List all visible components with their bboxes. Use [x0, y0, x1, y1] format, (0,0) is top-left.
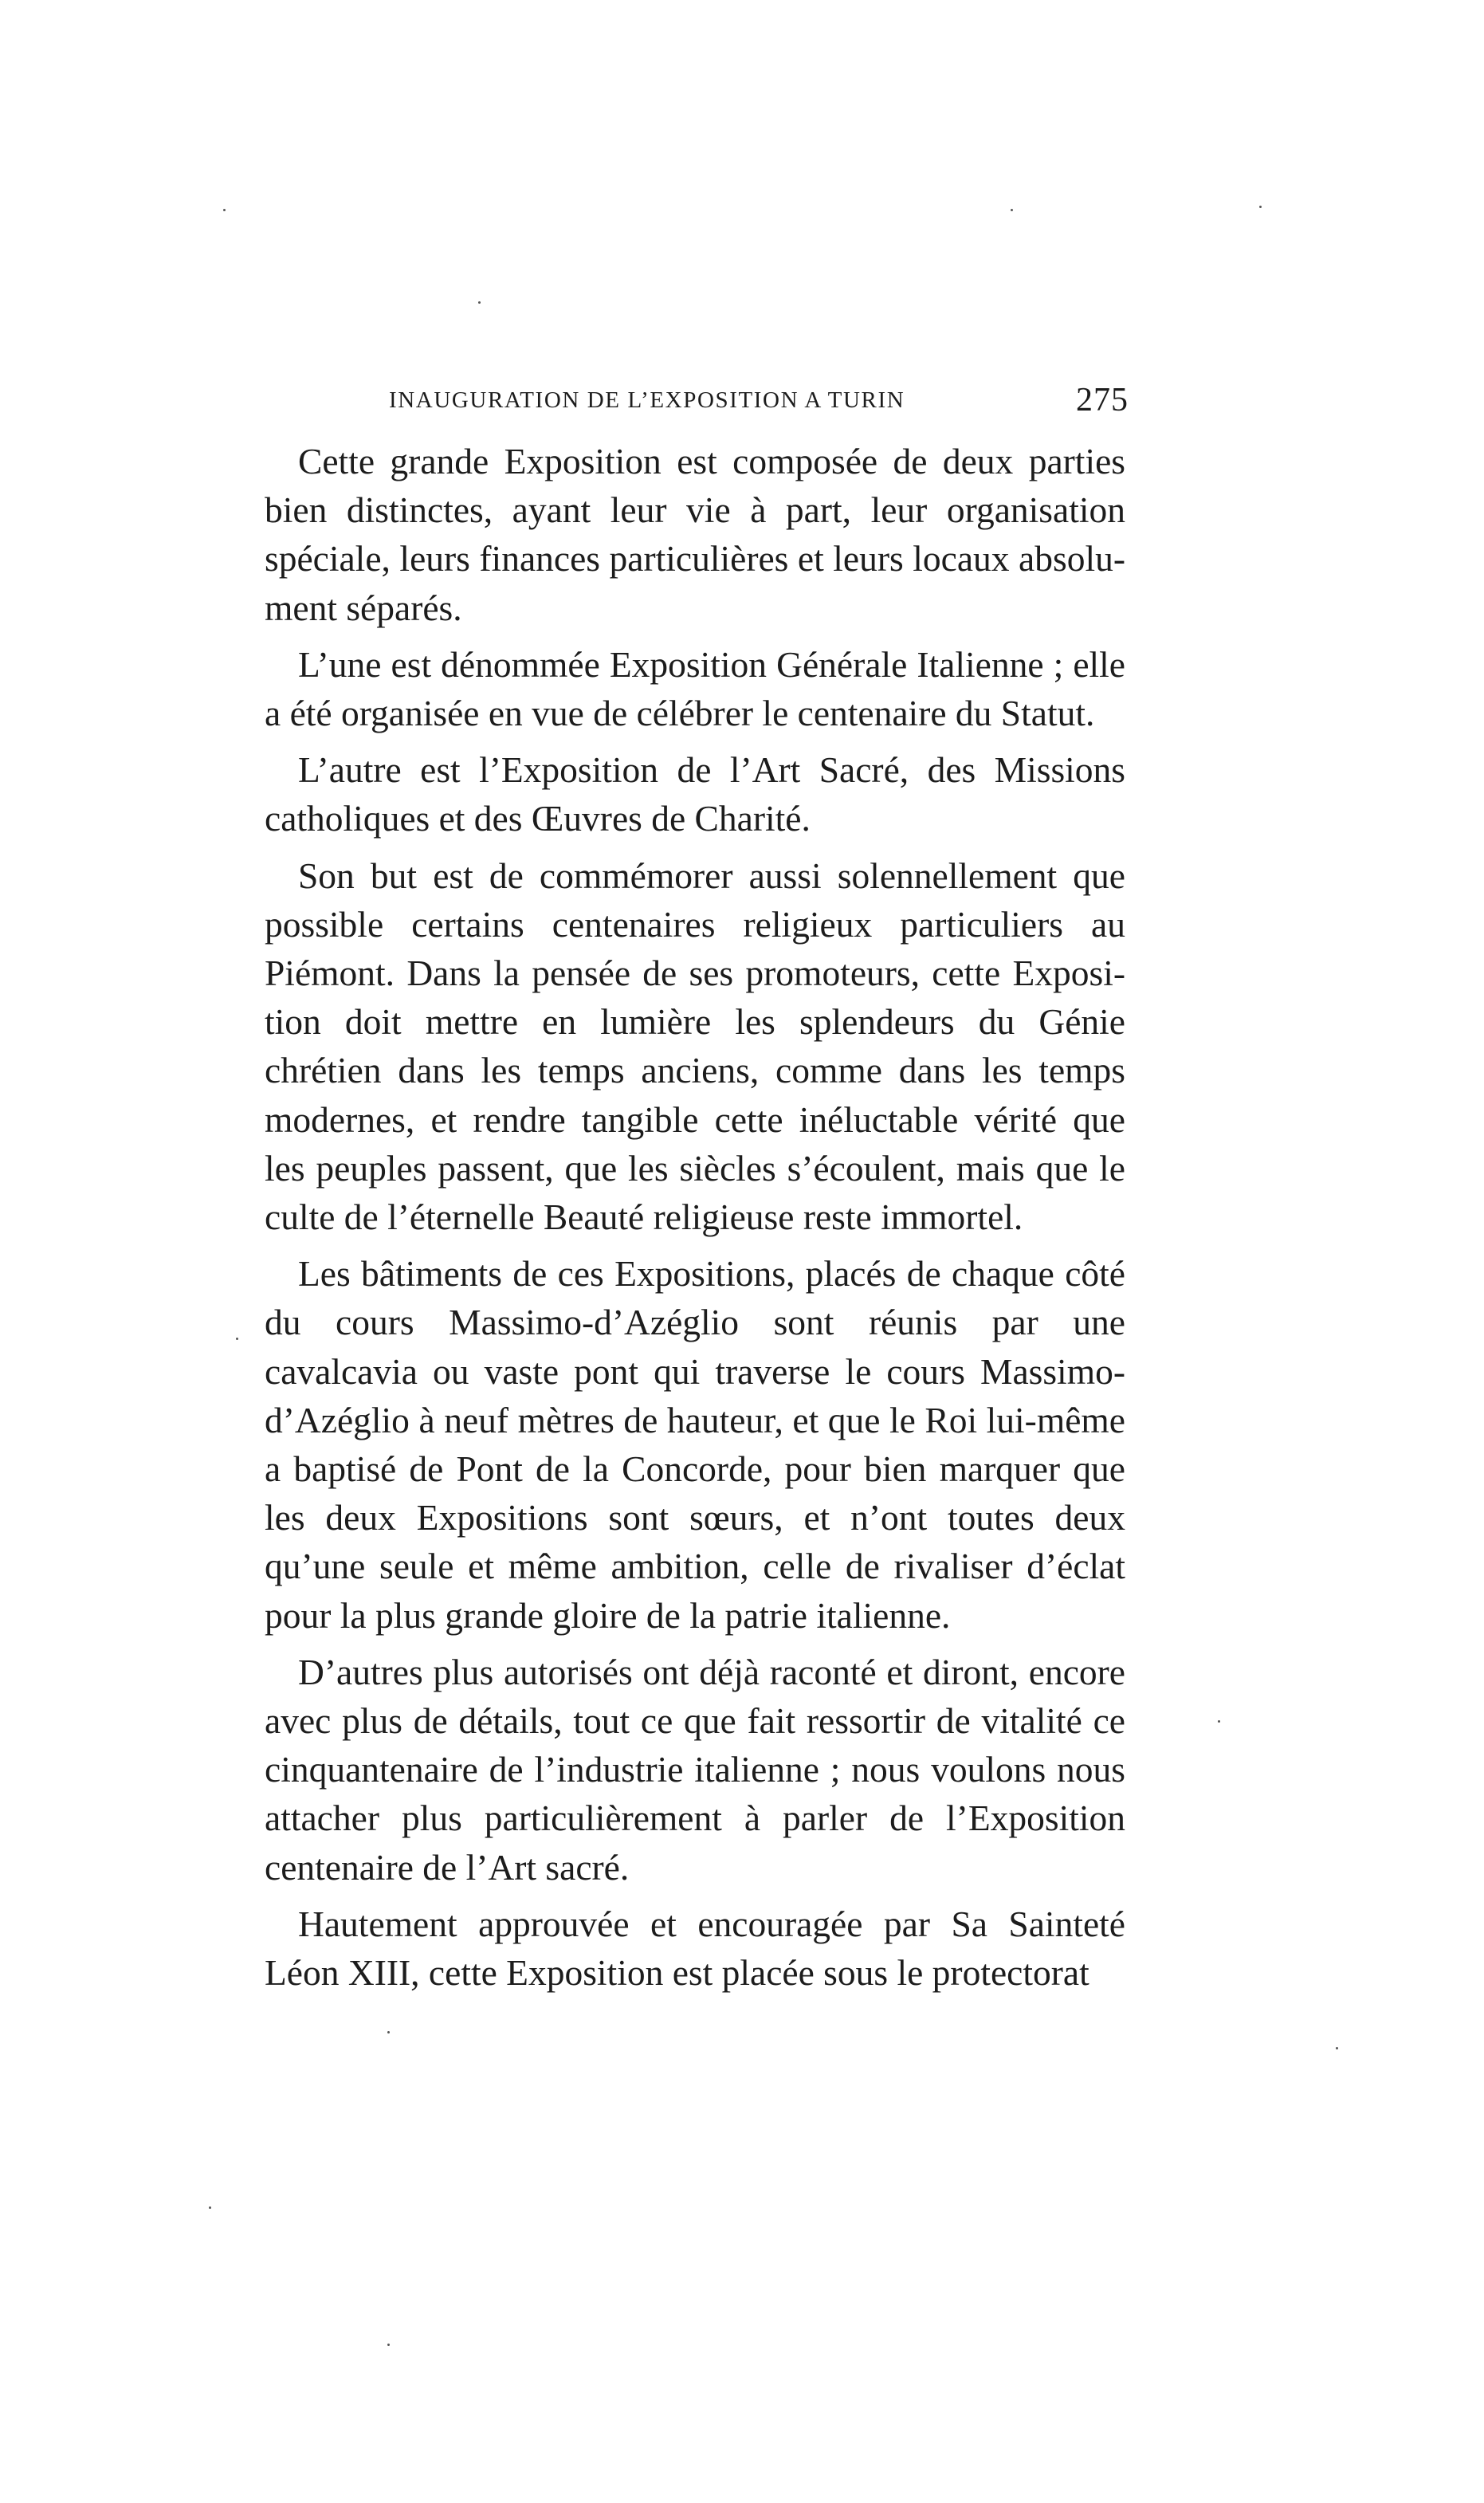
scan-speck [1336, 2047, 1338, 2049]
scan-speck [1259, 206, 1262, 208]
body-text [265, 437, 1125, 1997]
scan-speck [478, 301, 481, 304]
scan-speck [387, 2344, 390, 2346]
scan-speck [1011, 209, 1013, 211]
running-title: INAUGURATION DE L’EXPOSITION A TURIN [389, 387, 905, 413]
paragraph-sacred-art: L’autre est l’Exposition de l’Art Sacré, des Missions catholiques et des Œuvres de Charité. [265, 749, 1125, 839]
paragraph-approval: Hautement approuvée et encouragée par Sa Sainteté Léon XIII, cette Exposition est placée sous le protectorat [265, 1903, 1125, 1994]
scan-speck [1218, 1720, 1220, 1723]
paragraph-purpose: Son but est de commémorer aussi solennellement que possible certains centenaires religieux particuliers au Piémont. Dans la pensée de ses promoteurs, cette Exposition doit mettre en lumière les splendeurs du Génie chrétien dans les temps anciens, comme dans les temps modernes, et rendre tangible cette inéluctable vérité que les peuples passent, que les siècles s’écoulent, mais que le culte de l’éternelle Beauté religieuse reste immortel. [265, 855, 1125, 1238]
page-number: 275 [1076, 382, 1129, 418]
paragraph-composition: Cette grande Exposition est composée de deux parties bien distinctes, ayant leur vie à part, leur organisation spéciale, leurs finances particulières et leurs locaux absolument séparés. [265, 441, 1125, 628]
scan-speck [223, 209, 226, 211]
running-header [389, 381, 1129, 429]
paragraph-buildings: Les bâtiments de ces Expositions, placés de chaque côté du cours Massimo-d’Azéglio sont réunis par une cavalcavia ou vaste pont qui traverse le cours Massimo-d’Azéglio à neuf mètres de hauteur, et que le Roi lui-même a baptisé de Pont de la Concorde, pour bien marquer que les deux Expositions sont sœurs, et n’ont toutes deux qu’une seule et même ambition, celle de rivaliser d’éclat pour la plus grande gloire de la patrie italienne. [265, 1253, 1125, 1636]
scan-speck [236, 1338, 238, 1340]
scan-speck [209, 2206, 211, 2209]
scan-speck [387, 2031, 390, 2033]
paragraph-general-exposition: L’une est dénommée Exposition Générale Italienne ; elle a été organisée en vue de célébrer le centenaire du Statut. [265, 643, 1125, 734]
paragraph-others: D’autres plus autorisés ont déjà raconté et diront, encore avec plus de détails, tout ce que fait ressortir de vitalité ce cinquantenaire de l’industrie italienne ; nous voulons nous attacher plus particulièrement à parler de l’Exposition centenaire de l’Art sacré. [265, 1651, 1125, 1888]
